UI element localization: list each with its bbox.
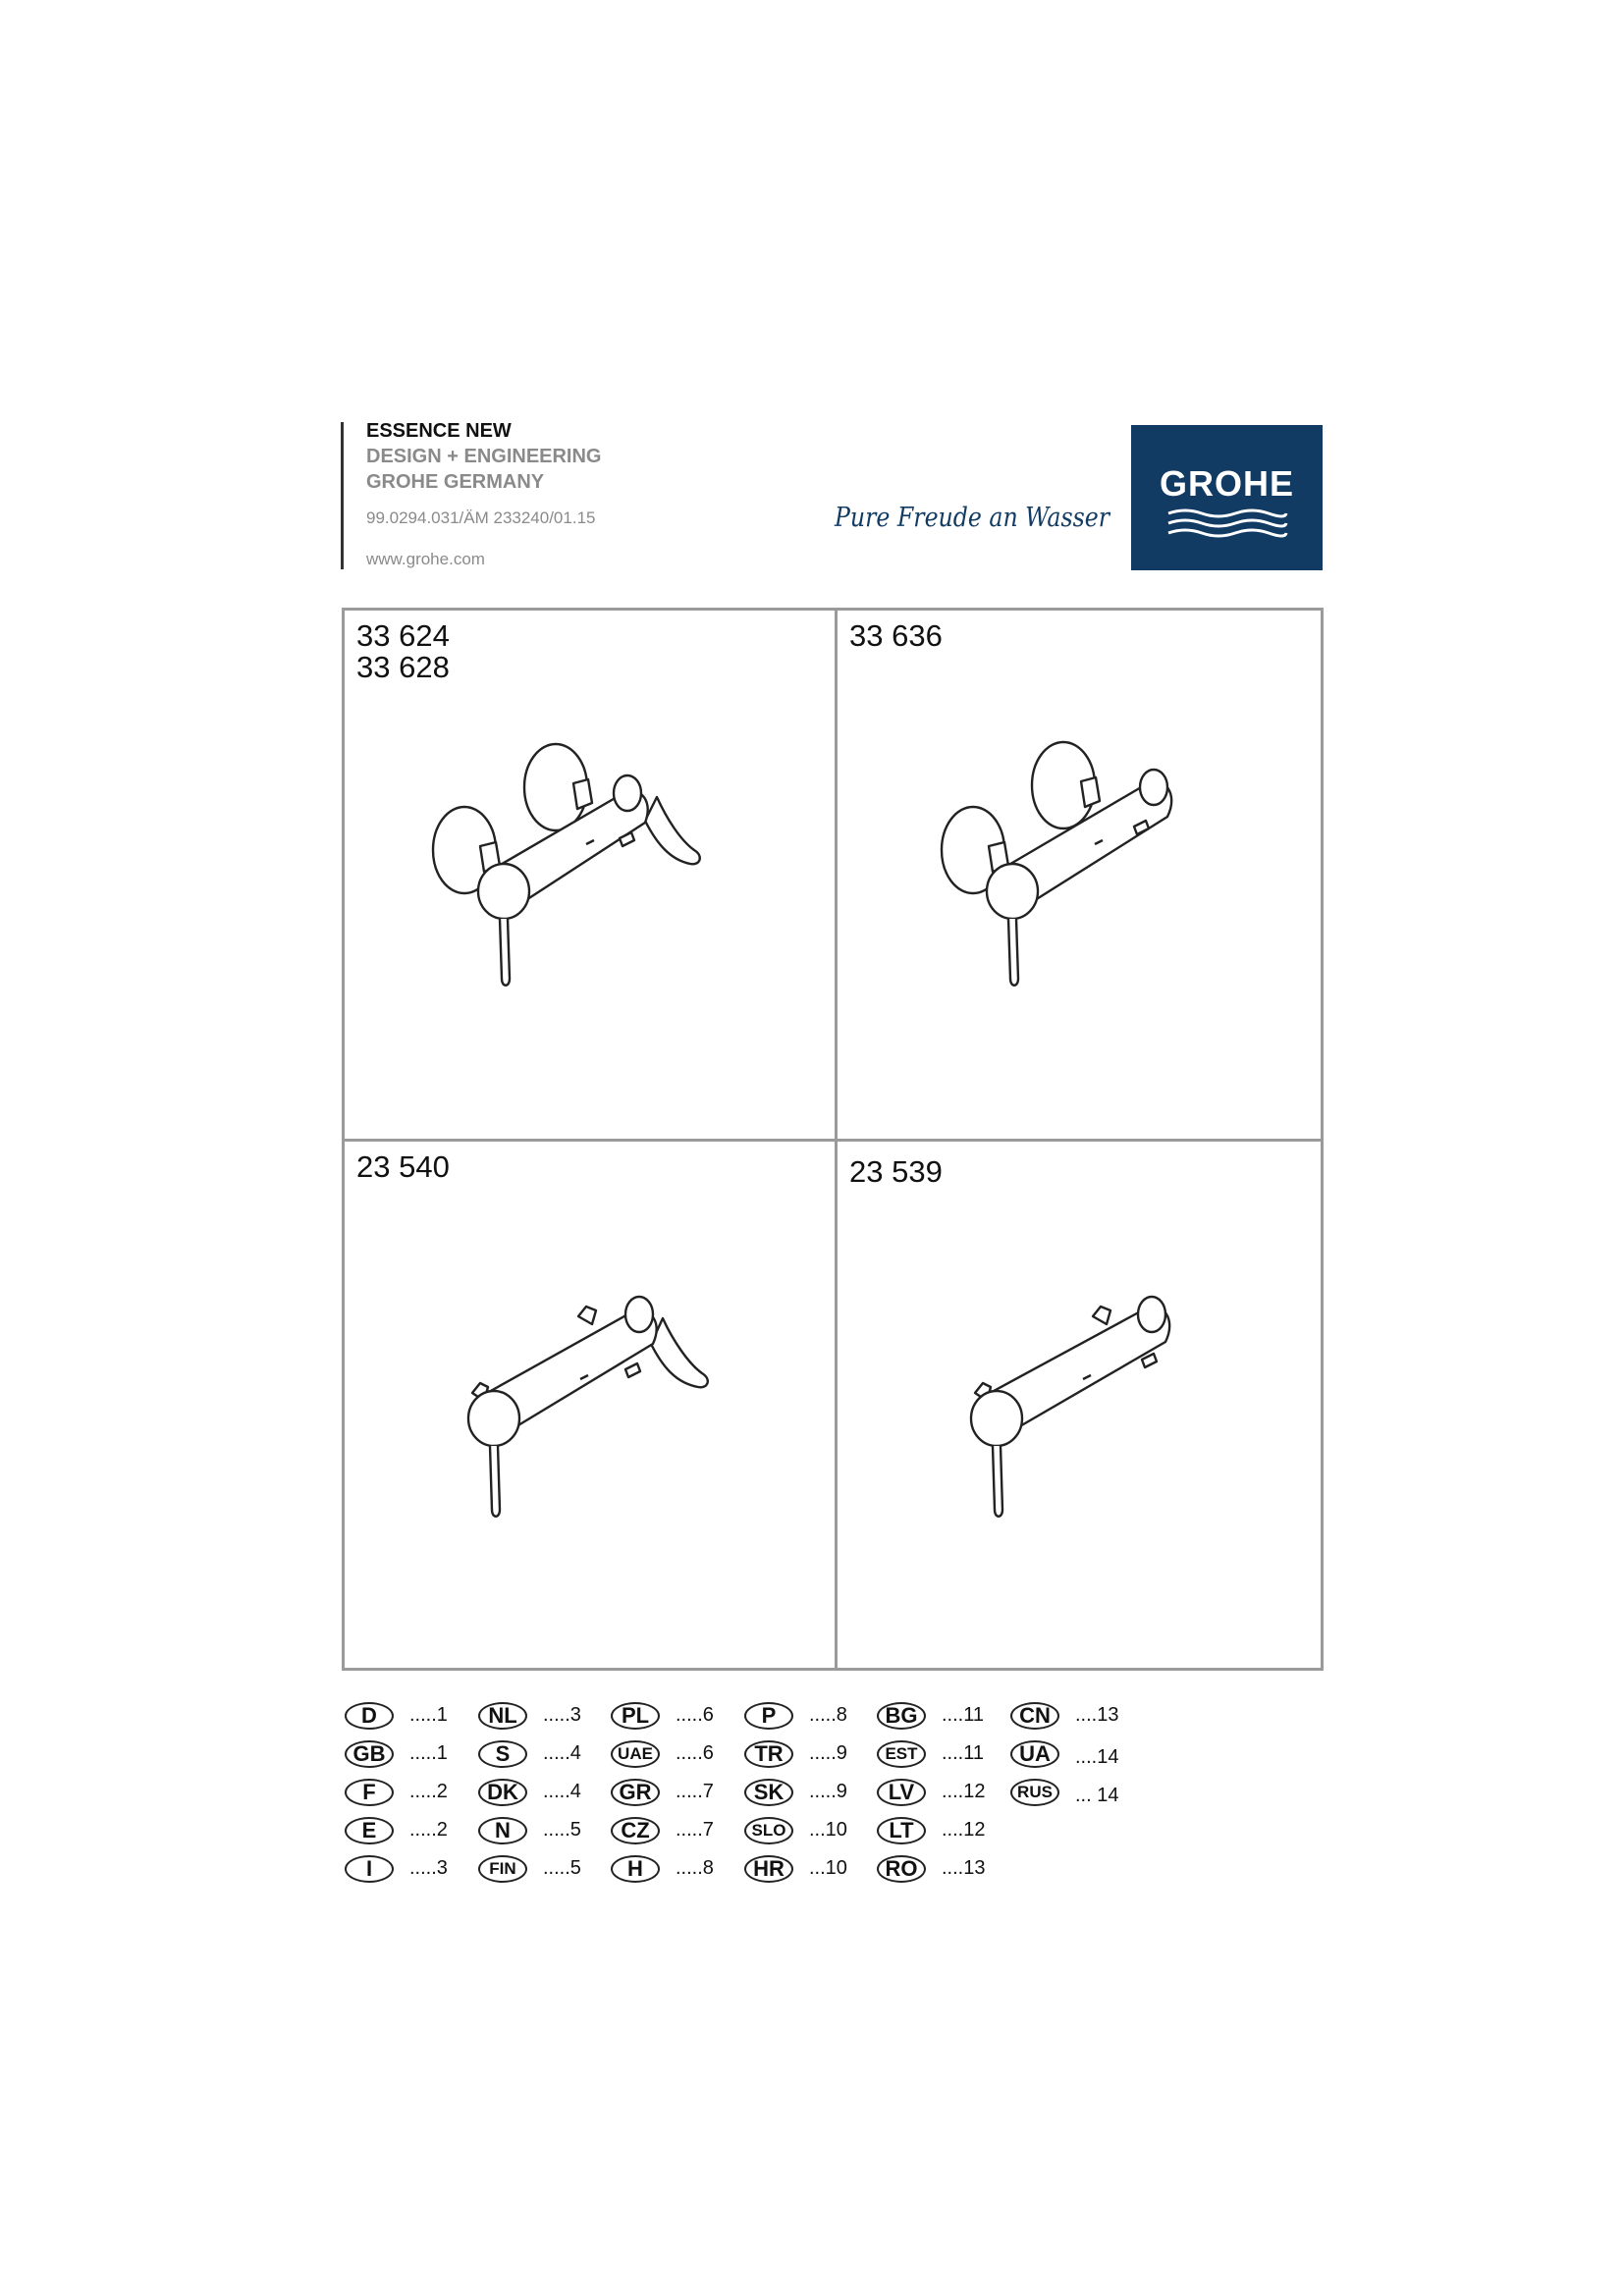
language-entry[interactable] bbox=[611, 1702, 748, 1734]
language-code-badge: CN bbox=[1010, 1702, 1059, 1730]
language-code-badge: E bbox=[345, 1817, 394, 1844]
language-page-ref: .....6 bbox=[676, 1704, 714, 1726]
waves-icon bbox=[1159, 507, 1296, 543]
language-code-badge: PL bbox=[611, 1702, 660, 1730]
product-line-title: ESSENCE NEW bbox=[366, 420, 512, 442]
language-page-ref: .....8 bbox=[809, 1704, 847, 1726]
language-code-badge: LT bbox=[877, 1817, 926, 1844]
language-entry[interactable] bbox=[744, 1702, 882, 1734]
language-code-badge: SK bbox=[744, 1779, 793, 1806]
language-code-badge: P bbox=[744, 1702, 793, 1730]
product-cell-bath-mixer bbox=[345, 1142, 838, 1668]
product-grid bbox=[342, 608, 1324, 1671]
language-code-badge: NL bbox=[478, 1702, 527, 1730]
product-cell-shower-mixer bbox=[838, 1142, 1321, 1668]
language-page-ref: .....3 bbox=[409, 1857, 448, 1879]
language-page-ref: .....8 bbox=[676, 1857, 714, 1879]
language-entry[interactable] bbox=[478, 1855, 616, 1887]
language-code-badge: CZ bbox=[611, 1817, 660, 1844]
language-entry[interactable] bbox=[744, 1817, 882, 1848]
language-entry[interactable] bbox=[877, 1855, 1014, 1887]
language-entry[interactable] bbox=[345, 1740, 482, 1772]
shower-mixer-illustration bbox=[926, 738, 1240, 1033]
language-code-badge: LV bbox=[877, 1779, 926, 1806]
product-cell-shower-mixer-flanges bbox=[838, 611, 1321, 1142]
language-page-ref: ....12 bbox=[942, 1819, 986, 1841]
language-page-ref: .....6 bbox=[676, 1742, 714, 1764]
language-page-ref: ...10 bbox=[809, 1819, 847, 1841]
language-entry[interactable] bbox=[611, 1817, 748, 1848]
language-page-ref: .....5 bbox=[543, 1819, 581, 1841]
language-page-ref: .....4 bbox=[543, 1781, 581, 1802]
language-page-ref: ....12 bbox=[942, 1781, 986, 1802]
language-code-badge: N bbox=[478, 1817, 527, 1844]
language-code-badge: HR bbox=[744, 1855, 793, 1883]
language-code-badge: H bbox=[611, 1855, 660, 1883]
product-code: 33 624 bbox=[356, 618, 450, 653]
language-page-ref: .....2 bbox=[409, 1781, 448, 1802]
language-entry[interactable] bbox=[345, 1855, 482, 1887]
language-entry[interactable] bbox=[877, 1740, 1014, 1772]
language-page-ref: .....7 bbox=[676, 1781, 714, 1802]
language-page-ref: ....11 bbox=[942, 1704, 984, 1726]
language-code-badge: RO bbox=[877, 1855, 926, 1883]
language-entry[interactable] bbox=[478, 1740, 616, 1772]
website-link[interactable]: www.grohe.com bbox=[366, 550, 485, 568]
language-code-badge: D bbox=[345, 1702, 394, 1730]
language-page-ref: .....9 bbox=[809, 1781, 847, 1802]
language-page-ref: .....2 bbox=[409, 1819, 448, 1841]
language-code-badge: GR bbox=[611, 1779, 660, 1806]
language-code-badge: RUS bbox=[1010, 1779, 1059, 1806]
language-page-ref: ....14 bbox=[1075, 1746, 1119, 1768]
product-code: 23 539 bbox=[849, 1154, 943, 1189]
product-code: 33 636 bbox=[849, 618, 943, 653]
header-divider bbox=[341, 422, 344, 569]
language-page-ref: .....1 bbox=[409, 1742, 448, 1764]
language-entry[interactable] bbox=[611, 1855, 748, 1887]
language-page-ref: .....5 bbox=[543, 1857, 581, 1879]
language-entry[interactable] bbox=[877, 1817, 1014, 1848]
language-code-badge: UAE bbox=[611, 1740, 660, 1768]
language-entry[interactable] bbox=[478, 1779, 616, 1810]
language-code-badge: I bbox=[345, 1855, 394, 1883]
language-entry[interactable] bbox=[744, 1779, 882, 1810]
language-entry[interactable] bbox=[1010, 1779, 1148, 1810]
language-code-badge: UA bbox=[1010, 1740, 1059, 1768]
language-entry[interactable] bbox=[877, 1702, 1014, 1734]
language-page-ref: ....13 bbox=[942, 1857, 986, 1879]
language-entry[interactable] bbox=[1010, 1702, 1148, 1734]
language-entry[interactable] bbox=[345, 1779, 482, 1810]
bath-mixer-illustration bbox=[423, 1289, 757, 1564]
document-number: 99.0294.031/ÄM 233240/01.15 bbox=[366, 508, 596, 527]
product-code: 33 628 bbox=[356, 650, 450, 684]
language-page-ref: .....9 bbox=[809, 1742, 847, 1764]
language-page-ref: ....13 bbox=[1075, 1704, 1119, 1726]
language-code-badge: TR bbox=[744, 1740, 793, 1768]
language-page-ref: .....1 bbox=[409, 1704, 448, 1726]
language-code-badge: DK bbox=[478, 1779, 527, 1806]
language-code-badge: F bbox=[345, 1779, 394, 1806]
language-code-badge: S bbox=[478, 1740, 527, 1768]
product-code: 23 540 bbox=[356, 1149, 450, 1184]
slogan-text: Pure Freude an Wasser bbox=[834, 503, 1111, 533]
language-entry[interactable] bbox=[877, 1779, 1014, 1810]
slogan bbox=[833, 491, 1112, 540]
language-code-badge: FIN bbox=[478, 1855, 527, 1883]
language-entry[interactable] bbox=[478, 1702, 616, 1734]
language-code-badge: EST bbox=[877, 1740, 926, 1768]
language-entry[interactable] bbox=[611, 1779, 748, 1810]
language-entry[interactable] bbox=[478, 1817, 616, 1848]
language-page-ref: ... 14 bbox=[1075, 1785, 1119, 1806]
language-code-badge: GB bbox=[345, 1740, 394, 1768]
logo-text: GROHE bbox=[1159, 463, 1294, 504]
language-page-ref: ...10 bbox=[809, 1857, 847, 1879]
language-code-badge: SLO bbox=[744, 1817, 793, 1844]
language-code-badge: BG bbox=[877, 1702, 926, 1730]
grohe-logo bbox=[1131, 425, 1323, 570]
language-entry[interactable] bbox=[345, 1817, 482, 1848]
header-text-block bbox=[366, 418, 818, 569]
language-entry[interactable] bbox=[744, 1740, 882, 1772]
language-entry[interactable] bbox=[345, 1702, 482, 1734]
language-entry[interactable] bbox=[744, 1855, 882, 1887]
language-entry[interactable] bbox=[1010, 1740, 1148, 1772]
language-page-ref: .....7 bbox=[676, 1819, 714, 1841]
header-subtitle-design: DESIGN + ENGINEERING bbox=[366, 446, 602, 467]
language-page-ref: .....3 bbox=[543, 1704, 581, 1726]
language-page-ref: ....11 bbox=[942, 1742, 984, 1764]
shower-mixer-illustration bbox=[936, 1289, 1230, 1564]
header-subtitle-company: GROHE GERMANY bbox=[366, 471, 545, 493]
language-entry[interactable] bbox=[611, 1740, 748, 1772]
bath-mixer-illustration bbox=[413, 738, 747, 1033]
product-cell-bath-mixer-flanges bbox=[345, 611, 838, 1142]
language-page-ref: .....4 bbox=[543, 1742, 581, 1764]
